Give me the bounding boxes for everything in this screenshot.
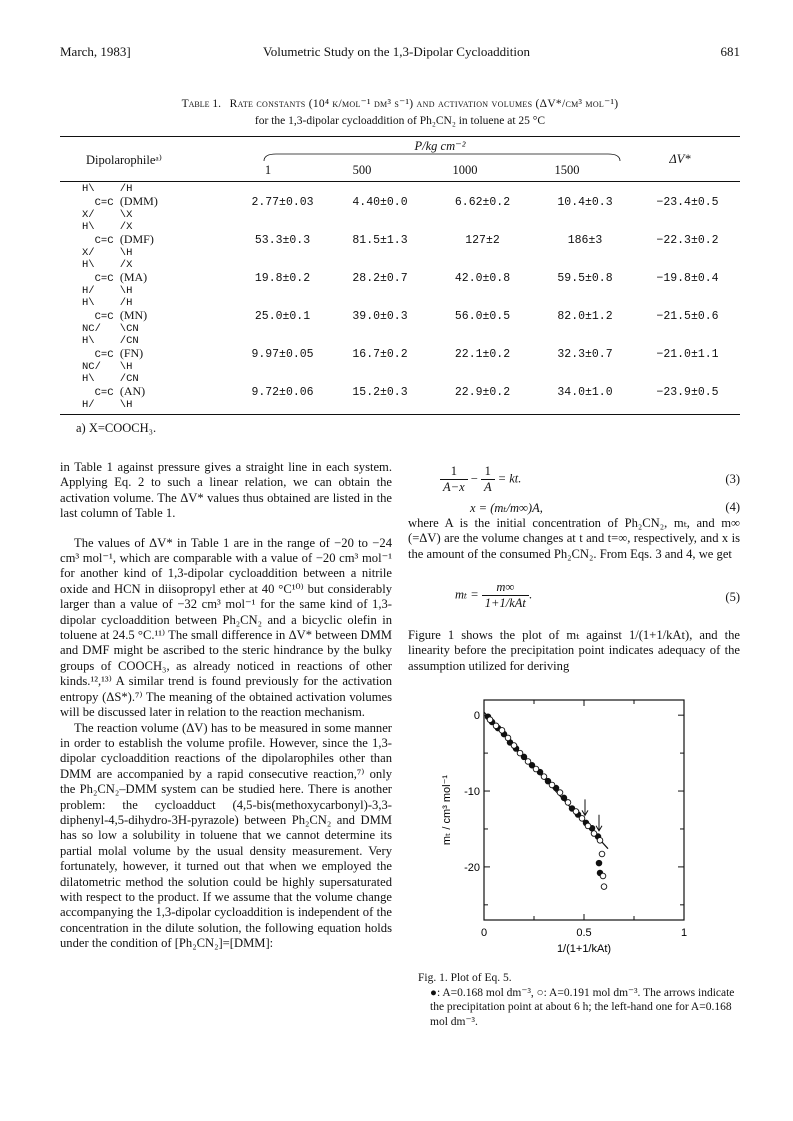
rate-constant-cell: 53.3±0.3 (254, 233, 311, 247)
rate-constant-cell: 16.7±0.2 (352, 347, 408, 361)
table-caption-line1: Rate constants (10⁴ k/mol⁻¹ dm³ s⁻¹) and activation volumes (ΔV*/cm³ mol⁻¹) (229, 98, 619, 110)
x-axis-label: 1/(1+1/kAt) (556, 943, 612, 955)
table-head-dv: ΔV* (669, 152, 691, 166)
data-point-open (533, 766, 539, 772)
pressure-brace (262, 150, 622, 162)
right-para-2: Figure 1 shows the plot of mₜ against 1/(1+1/kAt), and the linearity before the precipitation point indicates adequacy of the assumption utilized for deriving (408, 628, 740, 673)
table-footnote: a) X=COOCH₃. (76, 421, 157, 435)
dipolarophile-name: (AN) (119, 384, 146, 398)
table-row (60, 373, 740, 411)
rate-constant-cell: 2.77±0.03 (251, 195, 314, 209)
rate-constant-cell: 32.3±0.7 (557, 347, 613, 361)
data-point-open (557, 790, 563, 796)
data-point-open (517, 750, 523, 756)
table-head-p2: 1000 (452, 163, 478, 177)
rate-constant-cell: 186±3 (567, 233, 603, 247)
eq5-end: . (528, 587, 532, 602)
table-head-p0: 1 (264, 163, 272, 177)
table-head-rule (60, 181, 740, 182)
activation-volume-cell: −23.4±0.5 (656, 195, 719, 209)
x-tick-label: 0 (480, 927, 488, 939)
y-tick-label: -20 (464, 861, 480, 874)
rate-constant-cell: 82.0±1.2 (557, 309, 613, 323)
y-tick-label: 0 (473, 710, 480, 723)
data-point-open (601, 884, 607, 890)
dipolarophile-name: (DMM) (119, 194, 158, 208)
equation-3 (440, 464, 740, 494)
data-point-open (487, 717, 493, 723)
structure-line-3: NC/ \CN (82, 323, 139, 335)
dipolarophile-structure (60, 183, 235, 221)
rate-constant-cell: 59.5±0.8 (557, 271, 613, 285)
rate-constant-cell: 9.97±0.05 (251, 347, 314, 361)
header-page: 681 (720, 44, 740, 59)
table-head-dipolarophile: Dipolarophileᵃ⁾ (86, 153, 162, 167)
y-axis-label: mₜ / cm³ mol⁻¹ (441, 774, 453, 846)
data-point-open (597, 838, 603, 844)
dipolarophile-structure (60, 373, 235, 411)
table-row (60, 183, 740, 221)
dipolarophile-name: (MN) (119, 308, 148, 322)
data-point-open (600, 873, 606, 879)
activation-volume-cell: −21.5±0.6 (656, 309, 719, 323)
data-point-open (505, 735, 511, 741)
figure-1-chart (436, 690, 726, 960)
eq3-num2: 1 (481, 464, 495, 480)
structure-line-1: H\ /H (82, 297, 133, 309)
data-point-open (599, 851, 605, 857)
eq5-num: m∞ (482, 580, 529, 596)
table-row (60, 221, 740, 259)
rate-constant-cell: 127±2 (465, 233, 500, 247)
rate-constant-cell: 56.0±0.5 (454, 309, 511, 323)
table-row (60, 335, 740, 373)
dipolarophile-name: (FN) (119, 346, 144, 360)
table-head-pressure: P/kg cm⁻² (414, 139, 466, 153)
structure-line-2: C=C (82, 273, 114, 285)
plot-frame (484, 700, 684, 920)
data-point-open (591, 831, 597, 837)
equation-5 (455, 580, 740, 616)
eq3-minus: − (470, 471, 478, 486)
left-para-3: The reaction volume (ΔV) has to be measured in some manner in order to establish the volume profile. However, since the 1,3-dipolar cycloaddition reactions of the dipolarophiles other than DMM are accompanied by a rapid consecutive reaction,⁷⁾ only the Ph₂CN₂–DMM system can be studied here. There is another problem: the cycloadduct (4,5-bis(methoxycarbonyl)-3,3-diphenyl-4,5-dihydro-3H-pyrazole) between Ph₂CN₂ and DMM has so low a solubility in toluene that we cannot determine its partial molal volume by the usual density measurement. Very fortunately, however, it turned out that when we employed the dilatometric method the solution could be highly supersaturated with respect to the product. If we assume that the volume change accompanying the 1,3-dipolar cycloaddition is independent of the concentration in the dilute solution, the following equation holds under the condition of [Ph₂CN₂]=[DMM]: (60, 720, 392, 951)
structure-line-3: H/ \H (82, 285, 133, 297)
table-caption-label: Table 1. (181, 98, 222, 110)
eq3-den2: A (483, 480, 492, 494)
eq5-number: (5) (725, 590, 740, 604)
dipolarophile-structure (60, 259, 235, 297)
dipolarophile-structure (60, 221, 235, 259)
table-caption (60, 96, 740, 113)
activation-volume-cell: −23.9±0.5 (656, 385, 719, 399)
eq3-number: (3) (725, 472, 740, 486)
structure-line-1: H\ /H (82, 183, 133, 195)
rate-constant-cell: 22.1±0.2 (454, 347, 511, 361)
structure-line-2: C=C (82, 235, 114, 247)
rate-constant-cell: 19.8±0.2 (254, 271, 311, 285)
dipolarophile-name: (MA) (119, 270, 148, 284)
header-title: Volumetric Study on the 1,3-Dipolar Cycloaddition (263, 44, 530, 59)
rate-constant-cell: 6.62±0.2 (454, 195, 511, 209)
structure-line-1: H\ /CN (82, 335, 139, 347)
rate-constant-cell: 9.72±0.06 (251, 385, 314, 399)
eq3-rhs: = kt. (497, 471, 522, 486)
data-point-open (549, 782, 555, 788)
table-bottom-rule (60, 414, 740, 415)
eq3-den1: A−x (443, 480, 465, 494)
table-head-p3: 1500 (554, 163, 580, 177)
rate-constant-cell: 42.0±0.8 (454, 271, 511, 285)
structure-line-2: C=C (82, 387, 114, 399)
rate-constant-cell: 39.0±0.3 (352, 309, 408, 323)
table-caption-line2: for the 1,3-dipolar cycloaddition of Ph₂CN₂ in toluene at 25 °C (254, 115, 546, 127)
left-para-2: The values of ΔV* in Table 1 are in the range of −20 to −24 cm³ mol⁻¹, which are comparable with a value of −20 cm³ mol⁻¹ for another kind of 1,3-dipolar cycloaddition between a nitrile oxide and HCN in diisopropyl ether at 40 °C¹⁰⁾ but considerably larger than a value of −32 cm³ mol⁻¹ for the same kind of 1,3-dipolar cycloaddition between Ph₂CN₂ and a bicyclic olefin in toluene at 24.5 °C.¹¹⁾ The small difference in ΔV* between DMM and DMF might be ascribed to the steric hindrance by the bulky groups of COOCH₃, as already noticed in reactions of other kinds.¹²,¹³⁾ A similar trend is found previously for the activation entropy (ΔS*).⁷⁾ The meaning of the obtained activation volumes will be discussed later in relation to the reaction mechanism. (60, 535, 392, 720)
dipolarophile-name: (DMF) (119, 232, 154, 246)
left-para-1: in Table 1 against pressure gives a straight line in each system. Applying Eq. 2 to such a linear relation, we can obtain the activation volume. The ΔV* values thus obtained are listed in the last column of Table 1. (60, 460, 392, 521)
x-tick-label: 1 (680, 927, 688, 939)
table-row (60, 297, 740, 335)
data-point-filled (561, 795, 567, 801)
header-date: March, 1983] (60, 44, 131, 59)
rate-constant-cell: 22.9±0.2 (454, 385, 511, 399)
eq3-num1: 1 (440, 464, 468, 480)
rate-constant-cell: 81.5±1.3 (352, 233, 408, 247)
table-row (60, 259, 740, 297)
rate-constant-cell: 25.0±0.1 (254, 309, 311, 323)
data-table (60, 183, 740, 411)
rate-constant-cell: 28.2±0.7 (352, 271, 408, 285)
eq5-lhs: mₜ = (455, 587, 479, 602)
dipolarophile-structure (60, 297, 235, 335)
x-tick-label: 0.5 (576, 927, 592, 939)
rate-constant-cell: 4.40±0.0 (352, 195, 408, 209)
data-point-open (493, 723, 499, 729)
activation-volume-cell: −21.0±1.1 (656, 347, 719, 361)
structure-line-1: H\ /CN (82, 373, 139, 385)
activation-volume-cell: −19.8±0.4 (656, 271, 719, 285)
eq5-den: 1+1/kAt (484, 596, 526, 610)
data-point-open (499, 728, 505, 734)
structure-line-3: X/ \X (82, 209, 133, 221)
data-point-open (573, 809, 579, 815)
data-point-open (565, 800, 571, 806)
rate-constant-cell: 10.4±0.3 (557, 195, 613, 209)
data-point-open (579, 816, 585, 822)
equation-4 (470, 500, 740, 516)
data-point-open (511, 743, 517, 749)
figure-caption (418, 971, 740, 1029)
structure-line-3: X/ \H (82, 247, 133, 259)
data-point-open (525, 759, 531, 765)
y-tick-label: -10 (464, 786, 480, 799)
dipolarophile-structure (60, 335, 235, 373)
structure-line-3: NC/ \H (82, 361, 133, 373)
structure-line-2: C=C (82, 197, 114, 209)
structure-line-2: C=C (82, 311, 114, 323)
eq4-number: (4) (725, 500, 740, 514)
activation-volume-cell: −22.3±0.2 (656, 233, 719, 247)
figure-caption-body: ●: A=0.168 mol dm⁻³, ○: A=0.191 mol dm⁻³. The arrows indicate the precipitation point at about 6 h; the left-hand one for A=0.168 mol dm⁻³. (430, 986, 735, 1028)
data-point-open (585, 823, 591, 829)
rate-constant-cell: 34.0±1.0 (557, 385, 613, 399)
structure-line-1: H\ /X (82, 221, 133, 233)
left-column (60, 460, 392, 952)
structure-line-1: H\ /X (82, 259, 133, 271)
right-para-1: where A is the initial concentration of Ph₂CN₂, mₜ, and m∞ (=ΔV) are the volume changes at t and t=∞, respectively, and x is the amount of the consumed Ph₂CN₂. From Eqs. 3 and 4, we get (408, 516, 740, 561)
data-point-filled (596, 860, 602, 866)
eq4-text: x = (mₜ/m∞)A, (470, 501, 543, 515)
structure-line-2: C=C (82, 349, 114, 361)
rate-constant-cell: 15.2±0.3 (352, 385, 408, 399)
table-head-p1: 500 (352, 163, 372, 177)
structure-line-3: H/ \H (82, 399, 133, 411)
table-top-rule (60, 136, 740, 137)
figure-caption-title: Fig. 1. Plot of Eq. 5. (418, 972, 512, 984)
data-point-open (541, 774, 547, 780)
